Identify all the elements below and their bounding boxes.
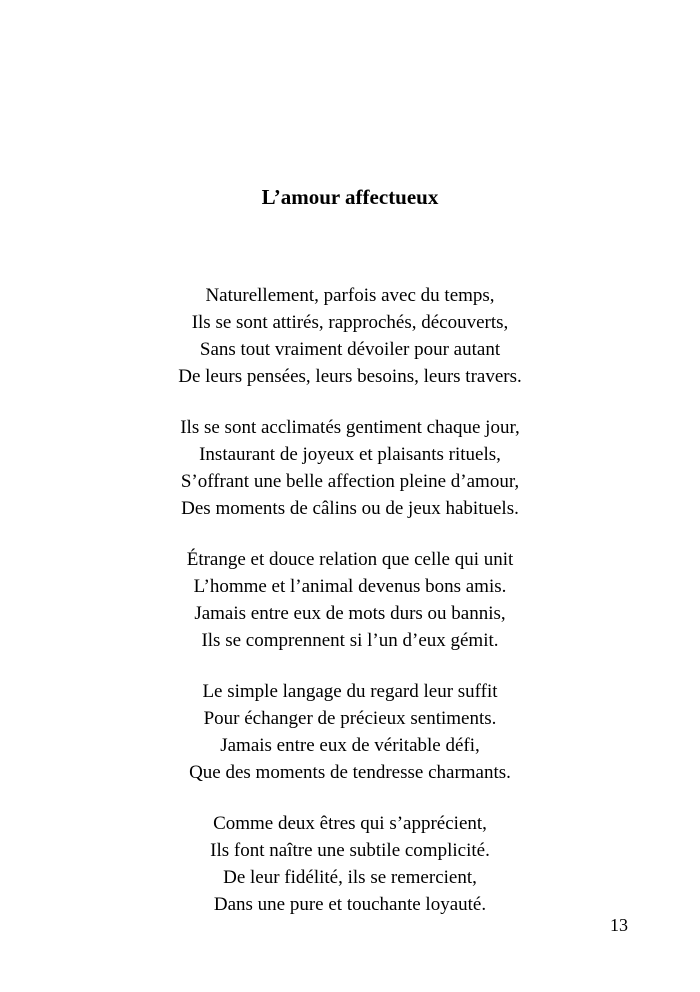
poem-line: Ils se sont acclimatés gentiment chaque jour,	[180, 417, 520, 438]
poem-title: L’amour affectueux	[261, 185, 439, 209]
poem-line: Dans une pure et touchante loyauté.	[213, 894, 487, 915]
poem-line: De leurs pensées, leurs besoins, leurs travers.	[178, 366, 522, 387]
poem-line: Comme deux êtres qui s’apprécient,	[213, 813, 487, 834]
poem-line: Instaurant de joyeux et plaisants rituels,	[199, 444, 501, 465]
poem-line: Ils se comprennent si l’un d’eux gémit.	[201, 630, 499, 651]
poem-line: Ils font naître une subtile complicité.	[210, 840, 490, 861]
poem-line: Que des moments de tendresse charmants.	[189, 762, 511, 783]
poem-body	[0, 282, 700, 942]
stanza-5	[0, 810, 700, 918]
stanza-2	[0, 414, 700, 522]
poem-line: Le simple langage du regard leur suffit	[202, 681, 498, 702]
poem-line: S’offrant une belle affection pleine d’amour,	[180, 471, 520, 492]
poem-line: Ils se sont attirés, rapprochés, découverts,	[191, 312, 509, 333]
poem-line: Jamais entre eux de véritable défi,	[220, 735, 480, 756]
poem-line: Pour échanger de précieux sentiments.	[203, 708, 497, 729]
stanza-1	[0, 282, 700, 390]
poem-line: De leur fidélité, ils se remercient,	[223, 867, 477, 888]
stanza-4	[0, 678, 700, 786]
poem-line: Étrange et douce relation que celle qui unit	[186, 549, 514, 570]
poem-line: L’homme et l’animal devenus bons amis.	[193, 576, 507, 597]
poem-line: Naturellement, parfois avec du temps,	[205, 285, 495, 306]
poem-line: Sans tout vraiment dévoiler pour autant	[199, 339, 501, 360]
poem-line: Des moments de câlins ou de jeux habituels.	[181, 498, 519, 519]
poem-line: Jamais entre eux de mots durs ou bannis,	[194, 603, 506, 624]
page-number: 13	[610, 915, 628, 935]
stanza-3	[0, 546, 700, 654]
